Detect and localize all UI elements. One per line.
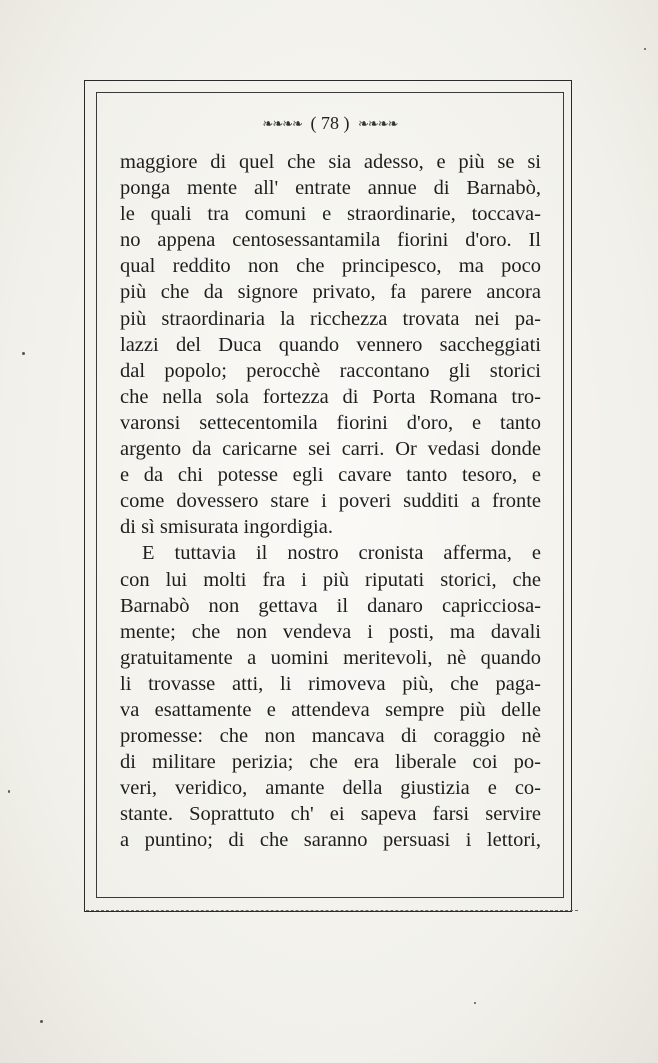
paper-speck <box>474 1002 476 1004</box>
text-line: lazzi del Duca quando vennero saccheggiati <box>120 333 541 356</box>
text-line: argento da caricarne sei carri. Or vedasi donde <box>120 438 541 461</box>
ornament-left-icon: ❧❧❧❧ <box>262 115 302 131</box>
text-line: stante. Soprattuto ch' ei sapeva farsi servire <box>120 803 541 826</box>
body-text <box>120 149 541 854</box>
text-line: come dovessero stare i poveri sudditi a fronte <box>120 490 541 513</box>
text-line: gratuitamente a uomini meritevoli, nè quando <box>120 646 541 669</box>
text-line: di militare perizia; che era liberale coi po- <box>120 751 541 774</box>
text-line: maggiore di quel che sia adesso, e più se si <box>120 151 541 173</box>
text-line: ponga mente all' entrate annue di Barnabò, <box>120 177 541 200</box>
text-line: più che da signore privato, fa parere ancora <box>120 281 541 304</box>
paragraph-end-line: di sì smisurata ingordigia. <box>120 516 333 539</box>
footer-rule <box>86 910 578 911</box>
text-line: più straordinaria la ricchezza trovata nei pa- <box>120 307 541 330</box>
text-line: che nella sola fortezza di Porta Romana tro- <box>120 385 541 408</box>
text-line: con lui molti fra i più riputati storici, che <box>120 568 541 591</box>
text-line: varonsi settecentomila fiorini d'oro, e tanto <box>120 411 541 434</box>
text-line: qual reddito non che principesco, ma poco <box>120 255 541 278</box>
text-line: va esattamente e attendeva sempre più delle <box>120 698 541 721</box>
paper-speck <box>8 790 10 793</box>
text-line: le quali tra comuni e straordinarie, toccava- <box>120 203 541 226</box>
page-number: ( 78 ) <box>310 113 350 134</box>
paper-speck <box>22 352 25 355</box>
page-header <box>96 112 564 134</box>
text-line: li trovasse atti, li rimoveva più, che paga- <box>120 672 541 695</box>
paper-speck <box>40 1020 43 1023</box>
text-line: dal popolo; perocchè raccontano gli storici <box>120 359 541 382</box>
ornament-right-icon: ❧❧❧❧ <box>358 115 398 131</box>
text-line: a puntino; di che saranno persuasi i lettori, <box>120 829 541 852</box>
text-line: Barnabò non gettava il danaro capricciosa- <box>120 594 541 617</box>
paper-speck <box>644 48 646 50</box>
text-line: no appena centosessantamila fiorini d'oro. Il <box>120 229 541 252</box>
text-line: veri, veridico, amante della giustizia e co- <box>120 777 541 800</box>
text-line: e da chi potesse egli cavare tanto tesoro, e <box>120 464 541 487</box>
paragraph-start-line: E tuttavia il nostro cronista afferma, e <box>142 542 541 565</box>
text-line: mente; che non vendeva i posti, ma davali <box>120 620 541 643</box>
text-line: promesse: che non mancava di coraggio nè <box>120 725 541 748</box>
